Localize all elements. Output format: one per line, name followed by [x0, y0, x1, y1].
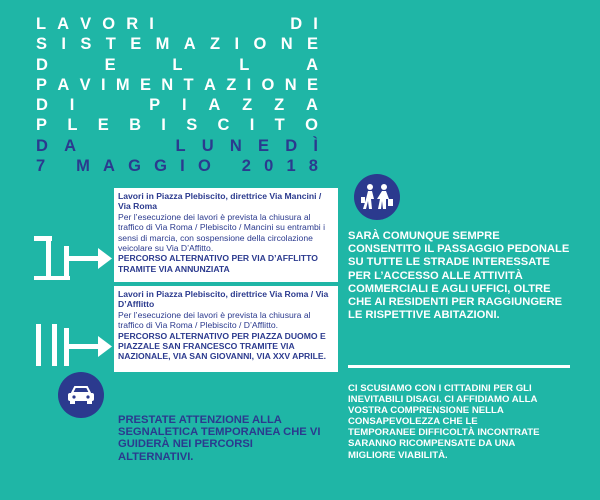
title-letter: V: [80, 15, 92, 33]
title-letter: Z: [242, 96, 253, 115]
title-letter: A: [208, 96, 221, 115]
title-letter: O: [261, 75, 275, 94]
title-letter: T: [105, 35, 116, 54]
title-letter: I: [61, 35, 66, 54]
warning-text: PRESTATE ATTENZIONE ALLA SEGNALETICA TEMPORANEA CHE VI GUIDERÀ NEI PERCORSI ALTERNATIVI.: [118, 414, 321, 463]
title-letter: 2: [241, 157, 251, 176]
notice-2-body: Per l’esecuzione dei lavori è prevista la chiusura al traffico di Via Roma / Plebiscito / D’Afflitto.: [118, 309, 311, 331]
title-letter: L: [172, 55, 183, 74]
title-letter: I: [69, 96, 75, 115]
title-letter: P: [36, 75, 48, 94]
title-letter: O: [253, 35, 267, 54]
title-letter: I: [149, 15, 154, 33]
title-letter: I: [313, 15, 318, 33]
title-letter: L: [239, 55, 250, 74]
title-letter: 7: [36, 157, 46, 176]
road-arrow-icon: [34, 232, 114, 282]
title-letter: I: [249, 116, 255, 135]
title-letter: [113, 136, 118, 156]
title-letter: [196, 14, 201, 34]
title-letter: [58, 156, 63, 176]
notice-box-2: [114, 286, 338, 372]
title-letter: 8: [308, 157, 318, 176]
title-letter: L: [67, 116, 78, 135]
notice-2-route: PERCORSO ALTERNATIVO PER PIAZZA DUOMO E PIAZZALE SAN FRANCESCO TRAMITE VIA NAZIONALE, VIA SAN GIOVANNI, VIA XXV APRILE.: [118, 330, 327, 362]
road-arrow-icon: [34, 320, 114, 370]
title-letter: M: [155, 35, 170, 54]
title-letter: T: [183, 75, 194, 94]
title-line-4: [36, 75, 318, 95]
title-letter: N: [280, 35, 293, 54]
notice-box-1: [114, 188, 338, 282]
title-letter: E: [139, 75, 151, 94]
title-letter: C: [217, 116, 230, 135]
notice-1-body: Per l’esecuzione dei lavori è prevista la chiusura al traffico di Via Roma / Plebiscito / Mancini su entrambi i sensi di marcia, con sospensione della circolazione veicolare su Via D’Affitto.: [118, 211, 325, 254]
title-letter: Z: [226, 75, 237, 94]
title-letter: T: [274, 116, 285, 135]
title-letter: R: [126, 15, 139, 33]
title-letter: E: [306, 75, 318, 94]
notice-1-heading: Lavori in Piazza Plebiscito, direttrice Via Mancini / Via Roma: [118, 191, 322, 212]
pedestrians-icon: [354, 174, 400, 220]
title-letter: A: [57, 75, 70, 94]
title-letter: A: [103, 157, 115, 176]
title-letter: S: [80, 35, 92, 54]
title-letter: [243, 14, 248, 34]
title-letter: A: [203, 75, 216, 94]
title-letter: [224, 156, 229, 176]
title-letter: P: [149, 96, 161, 115]
title-letter: A: [64, 136, 77, 155]
title-letter: 1: [286, 157, 296, 176]
pedestrian-notice: SARÀ COMUNQUE SEMPRE CONSENTITO IL PASSAGGIO PEDONALE SU TUTTE LE STRADE INTERESSATE PER L’ACCESSO ALLE ATTIVITÀ COMMERCIALI E AGLI UFFICI, OLTRE CHE AI RESIDENTI PER RAGGIUNGERE LE RISPETTIVE ABITAZIONI.: [348, 230, 570, 322]
title-letter: D: [36, 136, 48, 155]
title-letter: I: [100, 75, 106, 94]
title-letter: A: [183, 35, 196, 54]
title-letter: [228, 14, 233, 34]
title-letter: G: [128, 157, 141, 176]
title-letter: [259, 14, 264, 34]
car-icon: [58, 372, 104, 418]
title-letter: I: [161, 116, 166, 135]
title-letter: A: [306, 55, 318, 74]
title-letter: [155, 136, 160, 156]
title-date-line-2: [36, 156, 318, 176]
title-letter: G: [154, 157, 167, 176]
title-letter: [181, 14, 186, 34]
poster-title: [36, 14, 318, 176]
title-letter: O: [102, 15, 116, 33]
title-letter: N: [229, 136, 242, 155]
notice-2-heading: Lavori in Piazza Plebiscito, direttrice Via Roma / Via D’Afflitto: [118, 289, 329, 310]
title-letter: P: [36, 116, 48, 135]
title-letter: D: [36, 96, 48, 115]
title-letter: N: [161, 75, 174, 94]
title-letter: I: [181, 96, 187, 115]
title-letter: [96, 95, 101, 115]
notice-1-route: PERCORSO ALTERNATIVO PER VIA D’AFFLITTO TRAMITE VIA ANNUNZIATA: [118, 253, 318, 274]
title-letter: E: [257, 136, 269, 155]
title-letter: I: [246, 75, 252, 94]
title-letter: [212, 14, 217, 34]
title-letter: Z: [210, 35, 221, 54]
title-letter: [165, 14, 170, 34]
title-line-1: [36, 14, 318, 34]
title-letter: 0: [264, 157, 274, 176]
title-letter: E: [97, 116, 109, 135]
title-letter: Z: [274, 96, 285, 115]
title-line-3: [36, 55, 318, 75]
title-letter: A: [57, 15, 70, 33]
divider: [348, 365, 570, 368]
title-line-2: [36, 34, 318, 54]
title-letter: E: [306, 35, 318, 54]
title-line-6: [36, 115, 318, 135]
title-letter: I: [180, 157, 185, 176]
title-letter: E: [104, 55, 116, 74]
title-letter: U: [201, 136, 214, 155]
title-letter: A: [306, 96, 318, 115]
title-letter: [123, 95, 128, 115]
title-line-5: [36, 95, 318, 115]
title-letter: [275, 14, 280, 34]
title-letter: M: [115, 75, 130, 94]
title-date-line-1: [36, 136, 318, 156]
title-letter: L: [175, 136, 186, 155]
title-letter: D: [285, 136, 298, 155]
title-letter: O: [305, 116, 318, 135]
title-letter: D: [36, 55, 48, 74]
title-letter: D: [290, 15, 303, 33]
title-letter: L: [36, 15, 47, 33]
title-letter: N: [284, 75, 297, 94]
title-letter: V: [79, 75, 91, 94]
title-letter: [92, 136, 97, 156]
title-letter: M: [76, 157, 90, 176]
title-letter: B: [129, 116, 141, 135]
title-letter: [134, 136, 139, 156]
apology-text: CI SCUSIAMO CON I CITTADINI PER GLI INEVITABILI DISAGI. CI AFFIDIAMO ALLA VOSTRA COMPRENSIONE NELLA CONSAPEVOLEZZA CHE LE TEMPORANEE DIFFICOLTÀ INCONTRATE SARANNO RICOMPENSATE DA UNA MIGLIORE VIABILITÀ.: [348, 383, 540, 461]
title-letter: Ì: [313, 136, 318, 155]
title-letter: O: [197, 157, 211, 176]
title-letter: E: [130, 35, 142, 54]
title-letter: I: [234, 35, 240, 54]
title-letter: S: [36, 35, 48, 54]
title-letter: S: [186, 116, 198, 135]
